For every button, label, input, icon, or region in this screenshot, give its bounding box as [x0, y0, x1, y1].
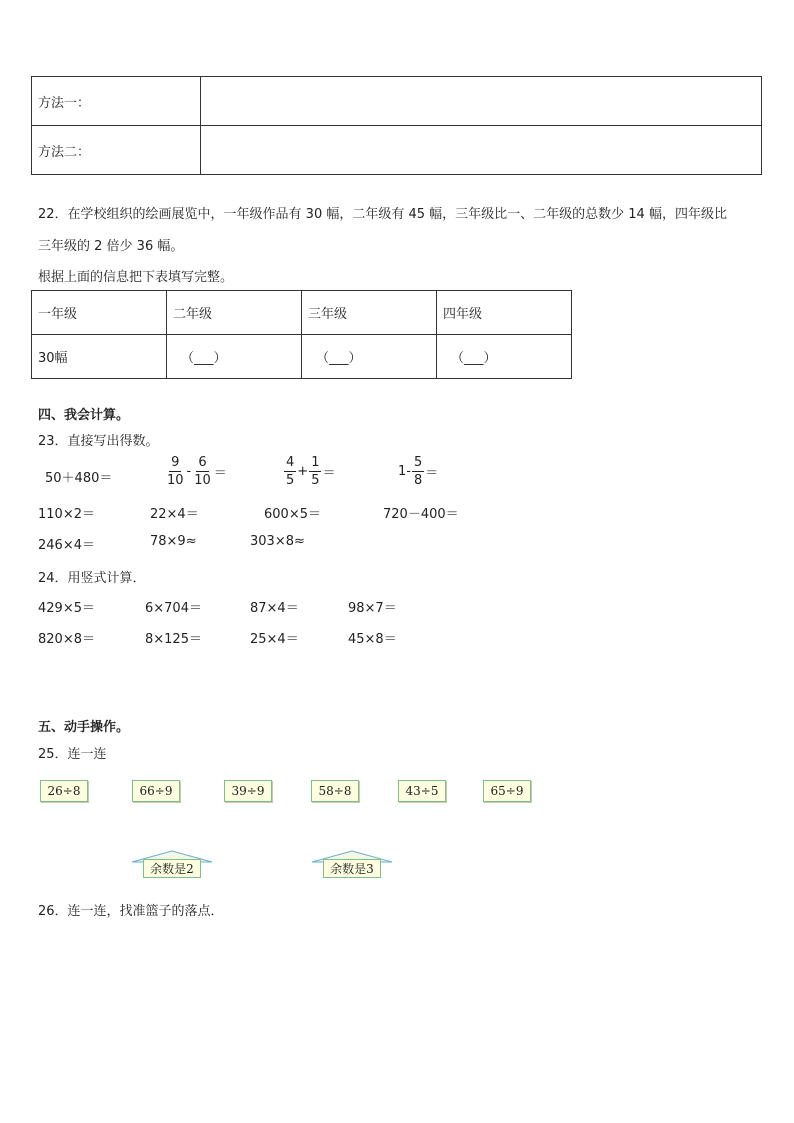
grade-value-3[interactable] — [302, 335, 437, 379]
remainder-2-tag[interactable] — [131, 850, 213, 878]
method-row-1 — [32, 77, 762, 126]
vertical-calc-87x4: 87×4＝ — [250, 601, 299, 616]
vertical-calc-45x8: 45×8＝ — [348, 632, 397, 647]
fraction-den: 10 — [167, 473, 184, 488]
fraction-num: 6 — [198, 455, 207, 470]
method-2-answer-cell[interactable] — [201, 126, 762, 175]
fraction-num: 4 — [286, 455, 295, 470]
fraction-den: 5 — [286, 473, 295, 488]
fraction-expression-3 — [398, 456, 438, 487]
calc-22x4: 22×4＝ — [150, 507, 199, 522]
q23-title: 23．直接写出得数。 — [38, 434, 159, 449]
grade-value-1: 30幅 — [32, 335, 167, 379]
vertical-calc-6x704: 6×704＝ — [145, 601, 202, 616]
q26-title: 26．连一连，找准篮子的落点． — [38, 904, 224, 919]
operator: - — [186, 464, 192, 479]
method-table — [31, 76, 762, 175]
fraction-4-5 — [284, 456, 296, 487]
remainder-3-tag[interactable] — [311, 850, 393, 878]
calc-78x9: 78×9≈ — [150, 534, 197, 549]
q22-instruction: 根据上面的信息把下表填写完整。 — [38, 270, 234, 285]
q24-title: 24．用竖式计算． — [38, 571, 146, 586]
fraction-5-8 — [412, 456, 424, 487]
calc-303x8: 303×8≈ — [250, 534, 305, 549]
whole-number: 1- — [398, 464, 411, 479]
fraction-1-5 — [309, 456, 321, 487]
division-card-26-8[interactable]: 26÷8 — [40, 780, 88, 802]
fraction-num: 1 — [311, 455, 320, 470]
remainder-3-label: 余数是3 — [323, 859, 381, 878]
q25-title: 25．连一连 — [38, 747, 107, 762]
method-1-answer-cell[interactable] — [201, 77, 762, 126]
method-2-label: 方法二： — [32, 126, 201, 175]
vertical-calc-25x4: 25×4＝ — [250, 632, 299, 647]
calc-50-plus-480: 50＋480＝ — [45, 471, 113, 486]
section-5-title: 五、动手操作。 — [38, 720, 130, 735]
remainder-2-label: 余数是2 — [143, 859, 201, 878]
grade-header-row — [32, 291, 572, 335]
grade-value-4[interactable] — [437, 335, 572, 379]
section-4-title: 四、我会计算。 — [38, 408, 130, 423]
grade-blank-4[interactable]: （___） — [451, 351, 497, 366]
q22-text-line2: 三年级的 2 倍少 36 幅。 — [38, 239, 184, 254]
method-1-label: 方法一： — [32, 77, 201, 126]
operator: + — [297, 464, 309, 479]
fraction-num: 5 — [413, 455, 423, 470]
calc-110x2: 110×2＝ — [38, 507, 95, 522]
division-card-58-8[interactable]: 58÷8 — [311, 780, 359, 802]
grade-header-2: 二年级 — [167, 291, 302, 335]
fraction-num: 9 — [171, 455, 180, 470]
vertical-calc-98x7: 98×7＝ — [348, 601, 397, 616]
grade-header-4: 四年级 — [437, 291, 572, 335]
fraction-den: 10 — [194, 473, 211, 488]
calc-246x4: 246×4＝ — [38, 538, 95, 553]
division-card-65-9[interactable]: 65÷9 — [483, 780, 531, 802]
grade-value-2[interactable] — [167, 335, 302, 379]
division-card-43-5[interactable]: 43÷5 — [398, 780, 446, 802]
division-card-39-9[interactable]: 39÷9 — [224, 780, 272, 802]
equals-sign: ＝ — [213, 466, 227, 481]
vertical-calc-8x125: 8×125＝ — [145, 632, 202, 647]
division-card-66-9[interactable]: 66÷9 — [132, 780, 180, 802]
grade-blank-2[interactable]: （___） — [181, 351, 227, 366]
grade-value-row — [32, 335, 572, 379]
q22-text-line1: 22．在学校组织的绘画展览中，一年级作品有 30 幅，二年级有 45 幅，三年级比一、二年级的总数少 14 幅，四年级比 — [38, 207, 727, 222]
grade-header-3: 三年级 — [302, 291, 437, 335]
grade-blank-3[interactable]: （___） — [316, 351, 362, 366]
fraction-den: 5 — [311, 473, 320, 488]
calc-600x5: 600×5＝ — [264, 507, 321, 522]
calc-720-400: 720－400＝ — [383, 507, 459, 522]
equals-sign: ＝ — [322, 466, 336, 481]
grade-header-1: 一年级 — [32, 291, 167, 335]
vertical-calc-429x5: 429×5＝ — [38, 601, 95, 616]
method-row-2 — [32, 126, 762, 175]
grade-table — [31, 290, 572, 379]
fraction-9-10 — [165, 456, 186, 487]
equals-sign: ＝ — [425, 466, 439, 481]
fraction-expression-1 — [164, 456, 227, 487]
fraction-6-10 — [192, 456, 213, 487]
fraction-expression-2 — [283, 456, 335, 487]
fraction-den: 8 — [413, 473, 423, 488]
vertical-calc-820x8: 820×8＝ — [38, 632, 95, 647]
